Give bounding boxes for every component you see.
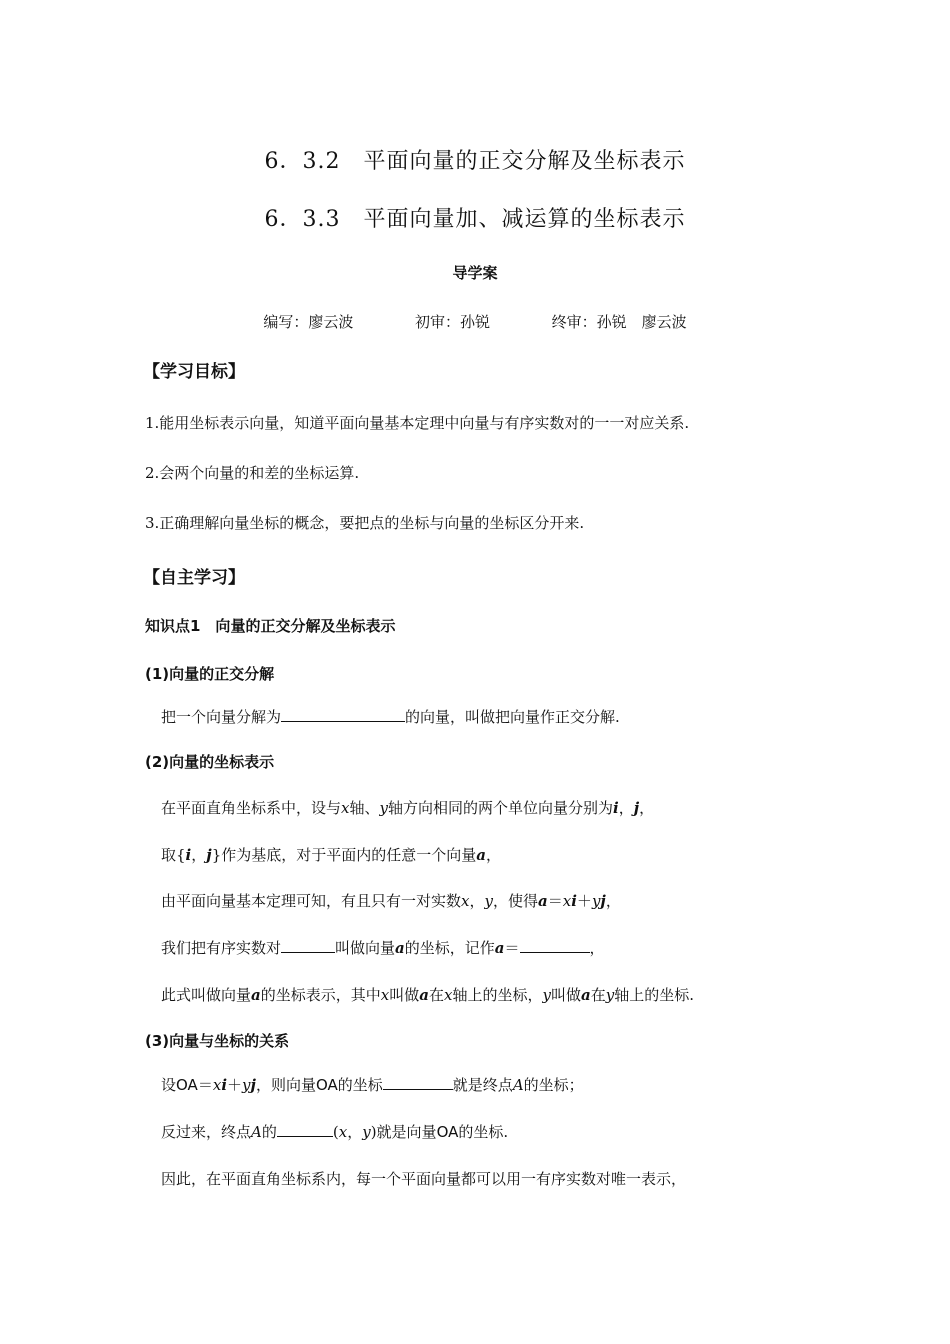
- blank-oa-coordinate: [383, 1075, 453, 1090]
- objective-item-1: 1.能用坐标表示向量，知道平面向量基本定理中向量与有序实数对的一一对应关系.: [145, 414, 690, 432]
- coordinate-line-1: 在平面直角坐标系中，设与x轴、y轴方向相同的两个单位向量分别为i，j，: [161, 799, 655, 817]
- coordinate-line-4: 我们把有序实数对 叫做向量a的坐标，记作a＝ ，: [161, 939, 605, 957]
- relation-line-2: 反过来，终点A的 (x，y)就是向量OA的坐标.: [161, 1123, 509, 1141]
- coordinate-line-5: 此式叫做向量a的坐标表示，其中x叫做a在x轴上的坐标，y叫做a在y轴上的坐标.: [161, 986, 694, 1004]
- section-vector-coordinate-relation: (3)向量与坐标的关系: [145, 1032, 290, 1050]
- blank-endpoint: [277, 1122, 333, 1137]
- orthogonal-decomposition-text: 把一个向量分解为 的向量，叫做把向量作正交分解.: [161, 708, 620, 726]
- document-subtitle: 导学案: [452, 264, 498, 282]
- blank-ordered-pair: [281, 938, 335, 953]
- section-orthogonal-decomposition: (1)向量的正交分解: [145, 665, 275, 683]
- title-line-1: 6．3.2 平面向量的正交分解及坐标表示: [264, 149, 686, 174]
- self-study-heading: 【自主学习】: [143, 568, 245, 588]
- author-credits: [0, 311, 950, 332]
- objectives-heading: 【学习目标】: [143, 362, 245, 382]
- coordinate-line-3: 由平面向量基本定理可知，有且只有一对实数x，y，使得a＝xi＋yj，: [161, 892, 621, 910]
- relation-line-3: 因此，在平面直角坐标系内，每一个平面向量都可以用一有序实数对唯一表示，: [161, 1170, 687, 1188]
- knowledge-point-1: 知识点1 向量的正交分解及坐标表示: [145, 617, 396, 635]
- title-line-2: 6．3.3 平面向量加、减运算的坐标表示: [264, 207, 686, 232]
- section-coordinate-representation: (2)向量的坐标表示: [145, 753, 275, 771]
- final-reviewer: 终审：孙锐 廖云波: [551, 313, 687, 331]
- coordinate-line-2: 取{i，j}作为基底，对于平面内的任意一个向量a，: [161, 846, 501, 864]
- relation-line-1: 设OA＝xi＋yj，则向量OA的坐标 就是终点A的坐标；: [161, 1076, 584, 1094]
- blank-decomposition: [281, 707, 405, 722]
- reviewer: 初审：孙锐: [414, 313, 490, 331]
- author: 编写：廖云波: [263, 313, 354, 331]
- objective-item-2: 2.会两个向量的和差的坐标运算.: [145, 464, 360, 482]
- objective-item-3: 3.正确理解向量坐标的概念，要把点的坐标与向量的坐标区分开来.: [145, 514, 585, 532]
- blank-coordinate: [520, 938, 590, 953]
